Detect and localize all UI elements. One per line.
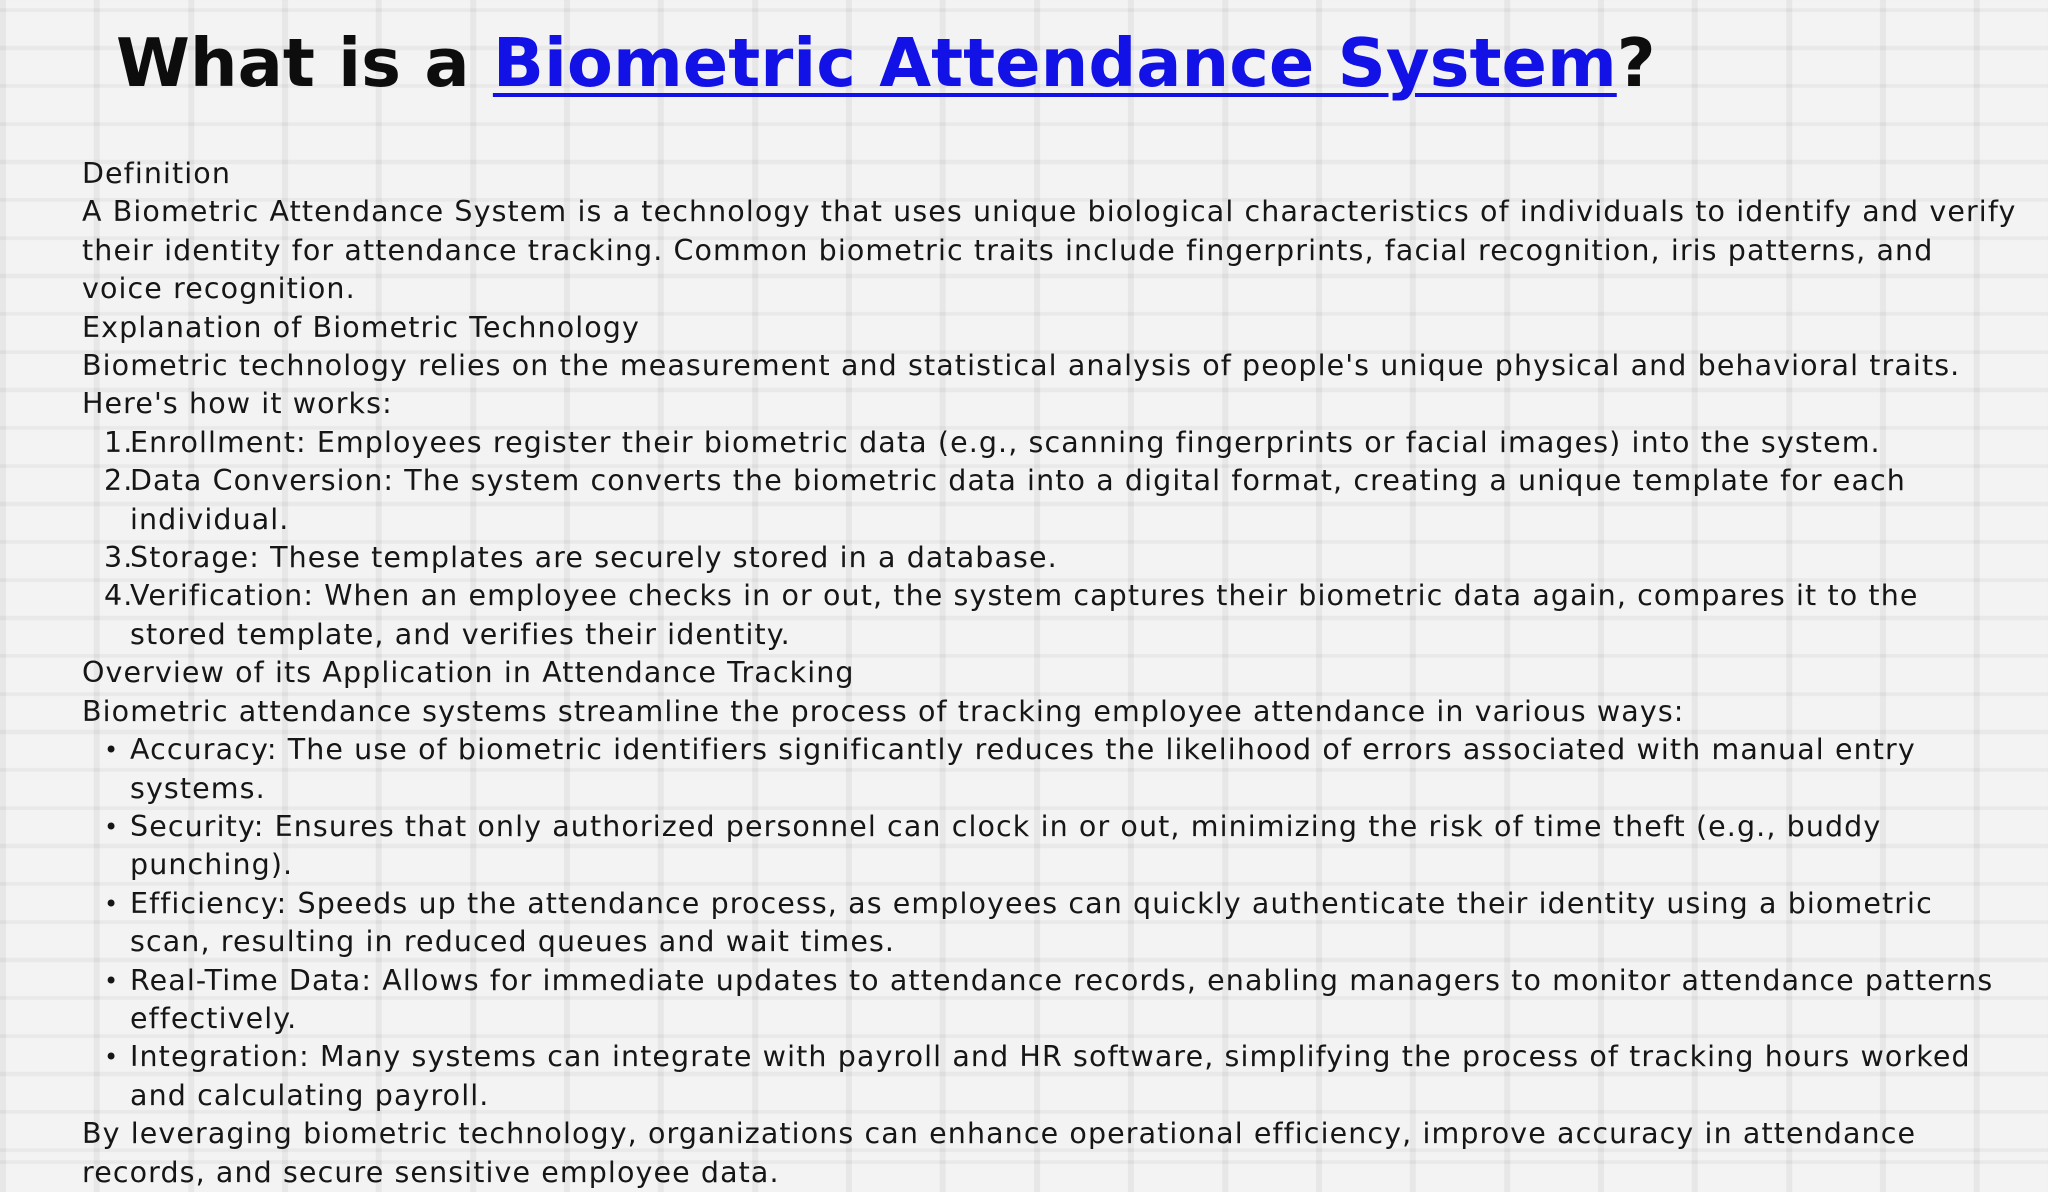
- title-link[interactable]: Biometric Attendance System: [492, 24, 1617, 102]
- list-number: 4.: [104, 579, 134, 613]
- list-item: [82, 424, 2022, 462]
- technology-intro: Biometric technology relies on the measurement and statistical analysis of people's unique physical and behavioral traits. Here's how it works:: [82, 349, 1961, 421]
- list-item-text: Real-Time Data: Allows for immediate updates to attendance records, enabling managers to monitor attendance patterns effectively.: [130, 963, 1994, 1035]
- bullet-icon: •: [104, 889, 120, 918]
- list-number: 3.: [104, 541, 134, 575]
- bullet-icon: •: [104, 812, 120, 841]
- list-item-text: Security: Ensures that only authorized personnel can clock in or out, minimizing the risk of time theft (e.g., buddy punching).: [130, 809, 1882, 882]
- bullet-icon: •: [104, 1043, 120, 1072]
- bullet-icon: •: [104, 736, 120, 765]
- technology-steps-list: [82, 424, 2022, 654]
- list-item-text: Storage: These templates are securely stored in a database.: [130, 541, 1058, 575]
- definition-heading: Definition: [82, 157, 232, 190]
- list-item: [82, 808, 2022, 885]
- list-item-text: Verification: When an employee checks in or out, the system captures their biometric data again, compares it to the stored template, and verifies their identity.: [130, 579, 1919, 651]
- list-item: [82, 731, 2022, 808]
- list-item: [82, 885, 2022, 962]
- technology-heading: Explanation of Biometric Technology: [82, 310, 640, 344]
- page-title: [116, 22, 1656, 104]
- list-item: [82, 577, 2022, 654]
- application-benefits-list: [82, 731, 2022, 1115]
- list-item: [82, 1038, 2022, 1115]
- bullet-icon: •: [104, 966, 120, 995]
- conclusion-text: By leveraging biometric technology, organizations can enhance operational efficiency, improve accuracy in attendance records, and secure sensitive employee data.: [82, 1117, 1917, 1189]
- application-heading: Overview of its Application in Attendance Tracking: [82, 656, 855, 690]
- list-number: 1.: [104, 425, 134, 459]
- title-suffix: ?: [1616, 24, 1656, 102]
- list-number: 2.: [104, 464, 134, 498]
- list-item-text: Integration: Many systems can integrate with payroll and HR software, simplifying the process of tracking hours worked and calculating payroll.: [130, 1040, 1971, 1112]
- slide-content: [82, 155, 2022, 1192]
- list-item: [82, 462, 2022, 539]
- title-prefix: What is a: [116, 24, 493, 102]
- list-item-text: Enrollment: Employees register their biometric data (e.g., scanning fingerprints or facial images) into the system.: [130, 425, 1881, 459]
- list-item: [82, 539, 2022, 577]
- definition-text: A Biometric Attendance System is a technology that uses unique biological characteristics of individuals to identify and verify their identity for attendance tracking. Common biometric traits include fingerprints, facial recognition, iris patterns, and voice recognition.: [82, 195, 2017, 306]
- application-intro: Biometric attendance systems streamline the process of tracking employee attendance in various ways:: [82, 694, 1685, 728]
- list-item: [82, 962, 2022, 1039]
- list-item-text: Data Conversion: The system converts the biometric data into a digital format, creating a unique template for each individual.: [130, 464, 1906, 536]
- list-item-text: Accuracy: The use of biometric identifiers significantly reduces the likelihood of errors associated with manual entry systems.: [130, 733, 1916, 805]
- list-item-text: Efficiency: Speeds up the attendance process, as employees can quickly authenticate their identity using a biometric scan, resulting in reduced queues and wait times.: [130, 886, 1933, 959]
